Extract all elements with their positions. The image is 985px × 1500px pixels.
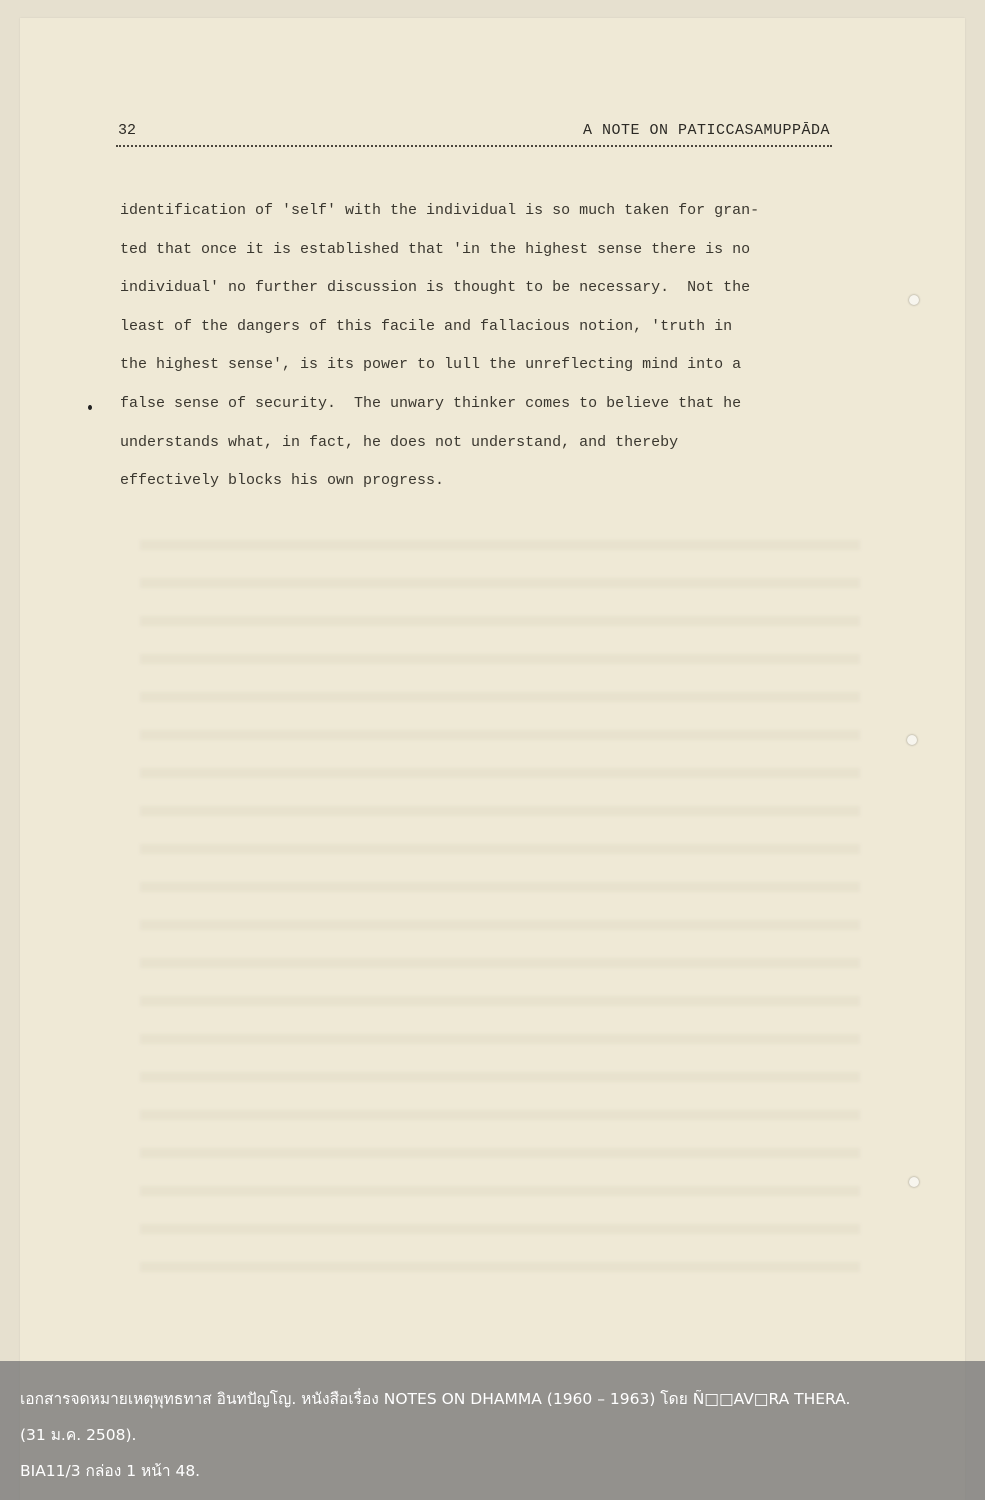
header-rule [116, 145, 832, 147]
text-line: ted that once it is established that 'in the highest sense there is no [120, 240, 751, 258]
running-title: A NOTE ON PATICCASAMUPPĀDA [582, 122, 830, 139]
text-line: understands what, in fact, he does not understand, and thereby [120, 433, 679, 451]
text-line: identification of 'self' with the individual is so much taken for gran- [120, 202, 760, 219]
text-line: effectively blocks his own progress. [120, 472, 445, 490]
text-line: false sense of security. The unwary thinker comes to believe that he [120, 394, 742, 412]
text-line: the highest sense', is its power to lull the unreflecting mind into a [120, 356, 742, 374]
body-text [120, 198, 840, 507]
binding-hole [909, 295, 919, 305]
binding-hole [907, 735, 917, 745]
page-header [118, 122, 830, 146]
caption-line: เอกสารจดหมายเหตุพุทธทาส อินทปัญโญ. หนังสือเรื่อง NOTES ON DHAMMA (1960 – 1963) โดย Ñ□□AV□RA THERA. [20, 1390, 851, 1408]
bleed-through-text [140, 540, 860, 1300]
page-number: 32 [118, 122, 137, 139]
binding-hole [909, 1177, 919, 1187]
text-line: least of the dangers of this facile and fallacious notion, 'truth in [120, 317, 733, 335]
caption-bar [0, 1361, 985, 1500]
caption-line: (31 ม.ค. 2508). [20, 1426, 137, 1444]
ink-dot [88, 405, 92, 410]
caption-line: BIA11/3 กล่อง 1 หน้า 48. [20, 1462, 201, 1480]
text-line: individual' no further discussion is thought to be necessary. Not the [120, 279, 751, 297]
